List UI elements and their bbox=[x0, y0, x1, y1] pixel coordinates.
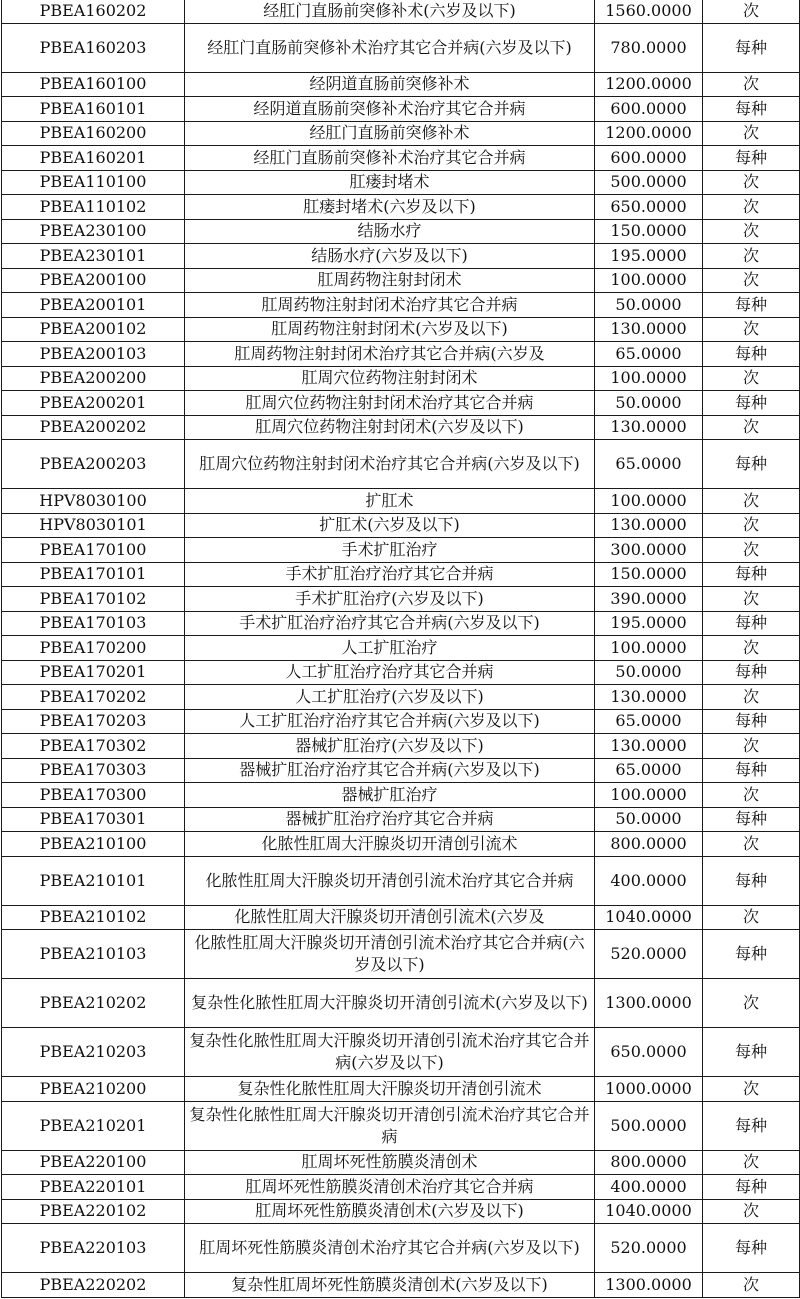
item-price: 130.0000 bbox=[595, 685, 703, 710]
item-code: PBEA110100 bbox=[2, 170, 185, 195]
table-row bbox=[2, 391, 800, 416]
table-row bbox=[2, 1077, 800, 1102]
item-name: 手术扩肛治疗治疗其它合并病(六岁及以下) bbox=[185, 611, 595, 636]
item-unit: 次 bbox=[703, 587, 800, 612]
item-name: 经阴道直肠前突修补术 bbox=[185, 72, 595, 97]
item-unit: 次 bbox=[703, 219, 800, 244]
item-unit: 次 bbox=[703, 783, 800, 808]
item-code: PBEA230100 bbox=[2, 219, 185, 244]
item-code: PBEA170100 bbox=[2, 538, 185, 563]
item-unit: 每种 bbox=[703, 856, 800, 905]
item-unit: 次 bbox=[703, 415, 800, 440]
item-code: PBEA230101 bbox=[2, 244, 185, 269]
item-unit: 每种 bbox=[703, 1101, 800, 1150]
item-price: 65.0000 bbox=[595, 758, 703, 783]
item-unit: 次 bbox=[703, 1077, 800, 1102]
table-row bbox=[2, 293, 800, 318]
item-unit: 每种 bbox=[703, 293, 800, 318]
item-code: PBEA170300 bbox=[2, 783, 185, 808]
item-price: 1200.0000 bbox=[595, 72, 703, 97]
item-code: PBEA200103 bbox=[2, 342, 185, 367]
item-code: PBEA200202 bbox=[2, 415, 185, 440]
table-row bbox=[2, 1175, 800, 1200]
item-price: 150.0000 bbox=[595, 562, 703, 587]
item-name: 肛周药物注射封闭术治疗其它合并病(六岁及 bbox=[185, 342, 595, 367]
item-price: 130.0000 bbox=[595, 513, 703, 538]
item-unit: 次 bbox=[703, 734, 800, 759]
item-name: 肛周药物注射封闭术 bbox=[185, 268, 595, 293]
item-name: 肛周坏死性筋膜炎清创术 bbox=[185, 1150, 595, 1175]
item-price: 520.0000 bbox=[595, 1224, 703, 1273]
item-price: 400.0000 bbox=[595, 856, 703, 905]
table-row bbox=[2, 1101, 800, 1150]
item-name: 手术扩肛治疗 bbox=[185, 538, 595, 563]
item-unit: 每种 bbox=[703, 660, 800, 685]
item-code: PBEA210100 bbox=[2, 832, 185, 857]
item-price: 50.0000 bbox=[595, 660, 703, 685]
table-row bbox=[2, 513, 800, 538]
item-price: 600.0000 bbox=[595, 146, 703, 171]
item-name: 人工扩肛治疗(六岁及以下) bbox=[185, 685, 595, 710]
item-code: PBEA170101 bbox=[2, 562, 185, 587]
item-code: PBEA170301 bbox=[2, 807, 185, 832]
item-code: PBEA160201 bbox=[2, 146, 185, 171]
item-unit: 次 bbox=[703, 685, 800, 710]
item-code: PBEA170201 bbox=[2, 660, 185, 685]
item-code: PBEA160202 bbox=[2, 0, 185, 23]
item-name: 经肛门直肠前突修补术 bbox=[185, 121, 595, 146]
item-unit: 每种 bbox=[703, 1175, 800, 1200]
item-price: 390.0000 bbox=[595, 587, 703, 612]
table-row bbox=[2, 1273, 800, 1298]
item-price: 500.0000 bbox=[595, 1101, 703, 1150]
table-row bbox=[2, 23, 800, 72]
item-name: 肛周穴位药物注射封闭术治疗其它合并病 bbox=[185, 391, 595, 416]
item-code: PBEA200203 bbox=[2, 440, 185, 489]
table-row bbox=[2, 538, 800, 563]
item-name: 扩肛术 bbox=[185, 489, 595, 514]
item-code: PBEA170102 bbox=[2, 587, 185, 612]
item-price: 520.0000 bbox=[595, 930, 703, 979]
item-price: 195.0000 bbox=[595, 611, 703, 636]
item-price: 1300.0000 bbox=[595, 1273, 703, 1298]
table-row bbox=[2, 170, 800, 195]
item-price: 100.0000 bbox=[595, 636, 703, 661]
item-name: 肛周药物注射封闭术治疗其它合并病 bbox=[185, 293, 595, 318]
item-unit: 次 bbox=[703, 170, 800, 195]
item-unit: 次 bbox=[703, 513, 800, 538]
item-name: 肛周穴位药物注射封闭术(六岁及以下) bbox=[185, 415, 595, 440]
table-row bbox=[2, 930, 800, 979]
item-unit: 次 bbox=[703, 489, 800, 514]
item-name: 器械扩肛治疗(六岁及以下) bbox=[185, 734, 595, 759]
item-code: PBEA200201 bbox=[2, 391, 185, 416]
item-code: PBEA210203 bbox=[2, 1028, 185, 1077]
item-unit: 次 bbox=[703, 268, 800, 293]
item-code: PBEA160101 bbox=[2, 97, 185, 122]
item-unit: 每种 bbox=[703, 97, 800, 122]
item-code: PBEA200102 bbox=[2, 317, 185, 342]
item-name: 复杂性化脓性肛周大汗腺炎切开清创引流术治疗其它合并病(六岁及以下) bbox=[185, 1028, 595, 1077]
item-price: 1040.0000 bbox=[595, 1199, 703, 1224]
table-row bbox=[2, 317, 800, 342]
item-unit: 次 bbox=[703, 195, 800, 220]
table-row bbox=[2, 611, 800, 636]
item-price: 800.0000 bbox=[595, 1150, 703, 1175]
item-price: 300.0000 bbox=[595, 538, 703, 563]
item-code: PBEA200200 bbox=[2, 366, 185, 391]
item-name: 器械扩肛治疗治疗其它合并病(六岁及以下) bbox=[185, 758, 595, 783]
table-row bbox=[2, 342, 800, 367]
item-code: PBEA170302 bbox=[2, 734, 185, 759]
item-unit: 每种 bbox=[703, 391, 800, 416]
item-code: PBEA200101 bbox=[2, 293, 185, 318]
item-name: 肛周穴位药物注射封闭术 bbox=[185, 366, 595, 391]
item-unit: 次 bbox=[703, 366, 800, 391]
item-name: 复杂性化脓性肛周大汗腺炎切开清创引流术(六岁及以下) bbox=[185, 979, 595, 1028]
item-name: 手术扩肛治疗治疗其它合并病 bbox=[185, 562, 595, 587]
item-code: PBEA210200 bbox=[2, 1077, 185, 1102]
item-price: 650.0000 bbox=[595, 1028, 703, 1077]
item-unit: 每种 bbox=[703, 1224, 800, 1273]
item-unit: 每种 bbox=[703, 611, 800, 636]
item-price: 50.0000 bbox=[595, 391, 703, 416]
item-code: PBEA110102 bbox=[2, 195, 185, 220]
item-price: 1000.0000 bbox=[595, 1077, 703, 1102]
table-row bbox=[2, 1199, 800, 1224]
item-price: 800.0000 bbox=[595, 832, 703, 857]
table-row bbox=[2, 807, 800, 832]
item-code: PBEA160200 bbox=[2, 121, 185, 146]
item-unit: 次 bbox=[703, 244, 800, 269]
fee-table bbox=[1, 0, 800, 1298]
item-price: 1200.0000 bbox=[595, 121, 703, 146]
item-code: PBEA170103 bbox=[2, 611, 185, 636]
item-code: PBEA160203 bbox=[2, 23, 185, 72]
item-price: 65.0000 bbox=[595, 342, 703, 367]
item-unit: 次 bbox=[703, 905, 800, 930]
item-code: PBEA210101 bbox=[2, 856, 185, 905]
item-price: 150.0000 bbox=[595, 219, 703, 244]
table-row bbox=[2, 415, 800, 440]
item-code: HPV8030100 bbox=[2, 489, 185, 514]
item-name: 器械扩肛治疗治疗其它合并病 bbox=[185, 807, 595, 832]
table-row bbox=[2, 562, 800, 587]
table-row bbox=[2, 0, 800, 23]
item-name: 化脓性肛周大汗腺炎切开清创引流术治疗其它合并病 bbox=[185, 856, 595, 905]
table-row bbox=[2, 709, 800, 734]
item-code: PBEA170303 bbox=[2, 758, 185, 783]
item-name: 肛周坏死性筋膜炎清创术(六岁及以下) bbox=[185, 1199, 595, 1224]
item-price: 130.0000 bbox=[595, 734, 703, 759]
fee-table-body bbox=[2, 0, 800, 1297]
table-row bbox=[2, 783, 800, 808]
item-unit: 每种 bbox=[703, 562, 800, 587]
item-price: 650.0000 bbox=[595, 195, 703, 220]
item-unit: 次 bbox=[703, 832, 800, 857]
table-row bbox=[2, 660, 800, 685]
item-code: PBEA220100 bbox=[2, 1150, 185, 1175]
table-row bbox=[2, 489, 800, 514]
table-row bbox=[2, 195, 800, 220]
item-name: 化脓性肛周大汗腺炎切开清创引流术治疗其它合并病(六岁及以下) bbox=[185, 930, 595, 979]
item-unit: 次 bbox=[703, 979, 800, 1028]
item-name: 扩肛术(六岁及以下) bbox=[185, 513, 595, 538]
item-name: 器械扩肛治疗 bbox=[185, 783, 595, 808]
item-name: 人工扩肛治疗治疗其它合并病(六岁及以下) bbox=[185, 709, 595, 734]
table-row bbox=[2, 1028, 800, 1077]
item-unit: 每种 bbox=[703, 1028, 800, 1077]
item-name: 经阴道直肠前突修补术治疗其它合并病 bbox=[185, 97, 595, 122]
table-row bbox=[2, 97, 800, 122]
item-unit: 每种 bbox=[703, 807, 800, 832]
table-row bbox=[2, 268, 800, 293]
item-code: PBEA210102 bbox=[2, 905, 185, 930]
item-name: 复杂性肛周坏死性筋膜炎清创术(六岁及以下) bbox=[185, 1273, 595, 1298]
item-unit: 每种 bbox=[703, 709, 800, 734]
table-row bbox=[2, 587, 800, 612]
table-row bbox=[2, 72, 800, 97]
table-row bbox=[2, 734, 800, 759]
item-unit: 每种 bbox=[703, 23, 800, 72]
item-unit: 每种 bbox=[703, 146, 800, 171]
table-row bbox=[2, 856, 800, 905]
table-row bbox=[2, 146, 800, 171]
item-code: PBEA170202 bbox=[2, 685, 185, 710]
item-name: 结肠水疗(六岁及以下) bbox=[185, 244, 595, 269]
item-unit: 次 bbox=[703, 0, 800, 23]
item-price: 600.0000 bbox=[595, 97, 703, 122]
item-code: HPV8030101 bbox=[2, 513, 185, 538]
item-price: 50.0000 bbox=[595, 807, 703, 832]
item-name: 肛瘘封堵术 bbox=[185, 170, 595, 195]
item-name: 肛周药物注射封闭术(六岁及以下) bbox=[185, 317, 595, 342]
item-name: 复杂性化脓性肛周大汗腺炎切开清创引流术治疗其它合并病 bbox=[185, 1101, 595, 1150]
item-name: 肛周穴位药物注射封闭术治疗其它合并病(六岁及以下) bbox=[185, 440, 595, 489]
item-unit: 每种 bbox=[703, 440, 800, 489]
item-price: 65.0000 bbox=[595, 440, 703, 489]
item-price: 780.0000 bbox=[595, 23, 703, 72]
item-price: 130.0000 bbox=[595, 317, 703, 342]
item-code: PBEA200100 bbox=[2, 268, 185, 293]
item-code: PBEA220103 bbox=[2, 1224, 185, 1273]
item-unit: 次 bbox=[703, 121, 800, 146]
table-row bbox=[2, 979, 800, 1028]
item-code: PBEA210202 bbox=[2, 979, 185, 1028]
item-unit: 次 bbox=[703, 1273, 800, 1298]
item-name: 人工扩肛治疗治疗其它合并病 bbox=[185, 660, 595, 685]
item-unit: 每种 bbox=[703, 930, 800, 979]
table-row bbox=[2, 636, 800, 661]
item-code: PBEA220202 bbox=[2, 1273, 185, 1298]
item-code: PBEA210201 bbox=[2, 1101, 185, 1150]
item-unit: 次 bbox=[703, 72, 800, 97]
item-name: 肛周坏死性筋膜炎清创术治疗其它合并病(六岁及以下) bbox=[185, 1224, 595, 1273]
item-name: 人工扩肛治疗 bbox=[185, 636, 595, 661]
table-row bbox=[2, 1224, 800, 1273]
item-code: PBEA210103 bbox=[2, 930, 185, 979]
item-price: 100.0000 bbox=[595, 268, 703, 293]
item-price: 195.0000 bbox=[595, 244, 703, 269]
item-price: 1040.0000 bbox=[595, 905, 703, 930]
table-row bbox=[2, 758, 800, 783]
item-price: 1560.0000 bbox=[595, 0, 703, 23]
item-price: 1300.0000 bbox=[595, 979, 703, 1028]
item-name: 经肛门直肠前突修补术治疗其它合并病 bbox=[185, 146, 595, 171]
item-unit: 次 bbox=[703, 1150, 800, 1175]
table-row bbox=[2, 121, 800, 146]
item-name: 肛瘘封堵术(六岁及以下) bbox=[185, 195, 595, 220]
item-name: 化脓性肛周大汗腺炎切开清创引流术 bbox=[185, 832, 595, 857]
item-unit: 每种 bbox=[703, 758, 800, 783]
item-price: 100.0000 bbox=[595, 366, 703, 391]
item-name: 经肛门直肠前突修补术(六岁及以下) bbox=[185, 0, 595, 23]
table-row bbox=[2, 685, 800, 710]
table-row bbox=[2, 832, 800, 857]
table-row bbox=[2, 905, 800, 930]
item-name: 复杂性化脓性肛周大汗腺炎切开清创引流术 bbox=[185, 1077, 595, 1102]
item-code: PBEA220102 bbox=[2, 1199, 185, 1224]
item-name: 结肠水疗 bbox=[185, 219, 595, 244]
item-price: 100.0000 bbox=[595, 489, 703, 514]
item-name: 经肛门直肠前突修补术治疗其它合并病(六岁及以下) bbox=[185, 23, 595, 72]
table-row bbox=[2, 219, 800, 244]
item-price: 500.0000 bbox=[595, 170, 703, 195]
item-code: PBEA170203 bbox=[2, 709, 185, 734]
table-row bbox=[2, 366, 800, 391]
item-price: 130.0000 bbox=[595, 415, 703, 440]
item-unit: 次 bbox=[703, 1199, 800, 1224]
item-code: PBEA220101 bbox=[2, 1175, 185, 1200]
table-row bbox=[2, 440, 800, 489]
item-name: 肛周坏死性筋膜炎清创术治疗其它合并病 bbox=[185, 1175, 595, 1200]
item-price: 50.0000 bbox=[595, 293, 703, 318]
item-price: 400.0000 bbox=[595, 1175, 703, 1200]
item-code: PBEA160100 bbox=[2, 72, 185, 97]
table-row bbox=[2, 1150, 800, 1175]
item-unit: 次 bbox=[703, 317, 800, 342]
item-name: 手术扩肛治疗(六岁及以下) bbox=[185, 587, 595, 612]
item-unit: 每种 bbox=[703, 342, 800, 367]
item-code: PBEA170200 bbox=[2, 636, 185, 661]
item-unit: 次 bbox=[703, 636, 800, 661]
item-price: 65.0000 bbox=[595, 709, 703, 734]
item-unit: 次 bbox=[703, 538, 800, 563]
item-name: 化脓性肛周大汗腺炎切开清创引流术(六岁及 bbox=[185, 905, 595, 930]
item-price: 100.0000 bbox=[595, 783, 703, 808]
table-row bbox=[2, 244, 800, 269]
